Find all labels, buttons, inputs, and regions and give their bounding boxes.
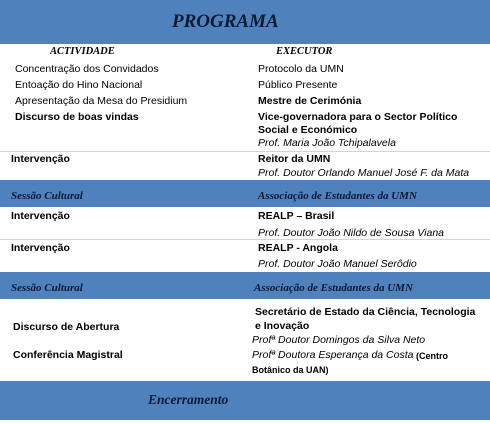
footer-band: [0, 381, 490, 420]
activity-item: Intervenção: [11, 153, 70, 165]
activity-item: Discurso de Abertura: [13, 321, 120, 333]
activity-item: Conferência Magistral: [13, 349, 123, 361]
activity-item: Discurso de boas vindas: [15, 111, 139, 123]
cultural-activity: Sessão Cultural: [11, 282, 83, 294]
divider: [0, 239, 490, 240]
executor-person: Prof. Doutor João Nildo de Sousa Viana: [258, 227, 445, 239]
executor-item: Reitor da UMN: [258, 153, 331, 165]
cultural-executor: Associação de Estudantes da UMN: [254, 282, 413, 294]
activity-item: Apresentação da Mesa do Presidium: [15, 95, 188, 107]
executor-note: (Centro: [416, 351, 448, 361]
executor-item: REALP – Brasil: [258, 210, 335, 222]
executor-person: Prof. Doutor João Manuel Serôdio: [258, 258, 417, 270]
executor-person: Prof. Doutor Orlando Manuel José F. da Mata: [258, 167, 470, 179]
page-title: PROGRAMA: [172, 11, 279, 32]
executor-person: Profª Doutor Domingos da Silva Neto: [252, 334, 426, 346]
executor-person: Profª Doutora Esperança da Costa: [252, 349, 414, 361]
closing-label: Encerramento: [148, 392, 229, 407]
activity-item: Intervenção: [11, 210, 70, 222]
executor-item: REALP - Angola: [258, 242, 338, 254]
executor-item-cont: Social e Económico: [258, 124, 358, 136]
executor-item: Secretário de Estado da Ciência, Tecnologia: [255, 306, 476, 318]
cultural-executor: Associação de Estudantes da UMN: [258, 190, 417, 202]
cultural-activity: Sessão Cultural: [11, 190, 83, 202]
executor-item: Público Presente: [258, 79, 338, 91]
executor-item: Vice-governadora para o Sector Político: [258, 111, 458, 123]
activity-header: ACTIVIDADE: [50, 46, 115, 57]
activity-item: Entoação do Hino Nacional: [15, 79, 143, 91]
activity-item: Intervenção: [11, 242, 70, 254]
activity-item: Concentração dos Convidados: [15, 63, 159, 75]
executor-note-cont: Botânico da UAN): [252, 365, 329, 375]
executor-item-cont: e Inovação: [255, 320, 310, 332]
executor-item: Protocolo da UMN: [258, 63, 344, 75]
divider: [0, 151, 490, 152]
executor-person: Prof. Maria João Tchipalavela: [258, 137, 396, 149]
executor-header: EXECUTOR: [276, 46, 333, 57]
executor-item: Mestre de Cerimónia: [258, 95, 362, 107]
